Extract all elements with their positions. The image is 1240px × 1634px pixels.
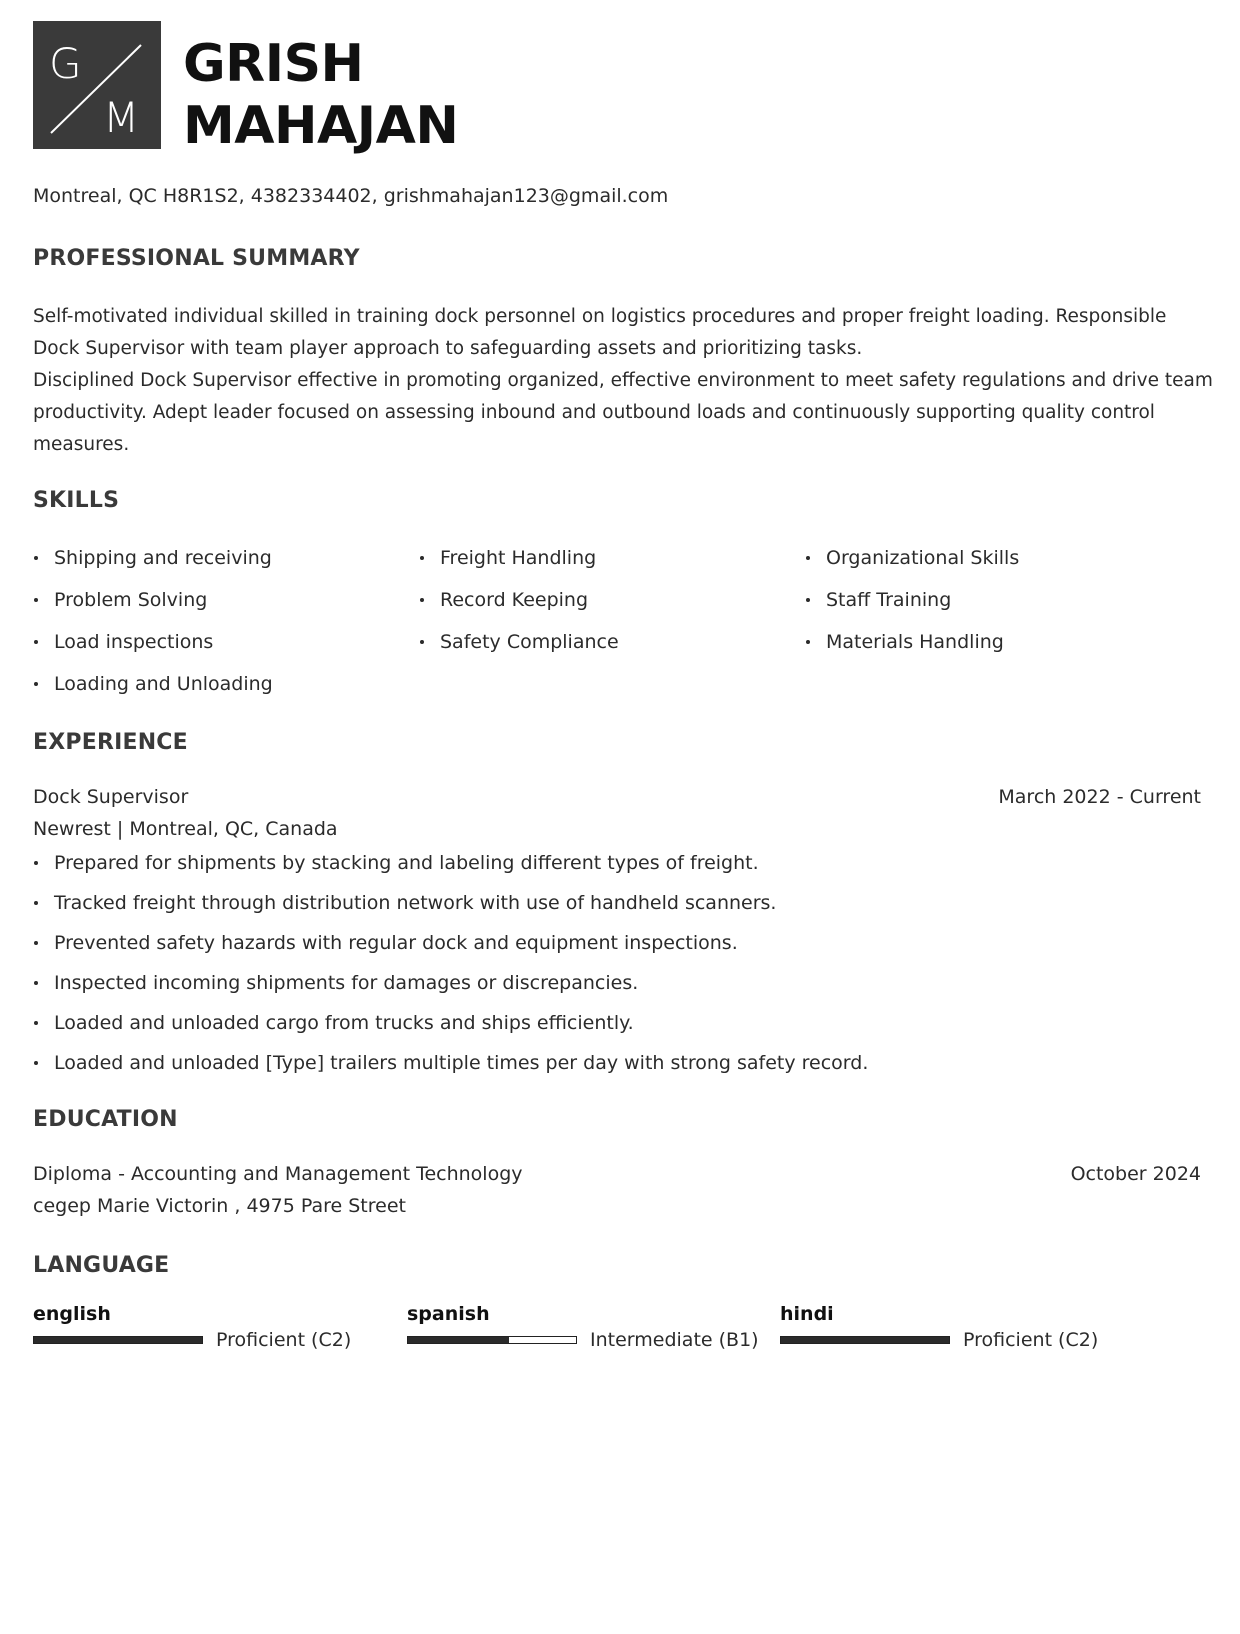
job-bullets xyxy=(33,849,1213,1089)
job-header xyxy=(33,786,1201,808)
education-date: October 2024 xyxy=(1070,1163,1201,1185)
contact-info: Montreal, QC H8R1S2, 4382334402, grishmahajan123@gmail.com xyxy=(33,185,669,207)
skill-item: Freight Handling xyxy=(419,544,805,572)
skill-item: Organizational Skills xyxy=(805,544,1191,572)
school: cegep Marie Victorin , 4975 Pare Street xyxy=(33,1195,406,1217)
skill-item: Materials Handling xyxy=(805,628,1191,656)
last-name: MAHAJAN xyxy=(183,96,459,156)
job-bullet: Tracked freight through distribution network with use of handheld scanners. xyxy=(33,889,1213,929)
skills-heading: SKILLS xyxy=(33,488,120,513)
summary-paragraph: Self-motivated individual skilled in training dock personnel on logistics procedures and proper freight loading. Responsible Dock Supervisor with team player approach to safeguarding assets and prioritizing tasks. xyxy=(33,306,1167,359)
education-header xyxy=(33,1163,1201,1185)
language-level: Proficient (C2) xyxy=(963,1329,1099,1351)
language-name: hindi xyxy=(780,1303,834,1325)
job-title: Dock Supervisor xyxy=(33,786,189,808)
summary-heading: PROFESSIONAL SUMMARY xyxy=(33,246,360,271)
summary-text xyxy=(33,301,1213,461)
education-heading: EDUCATION xyxy=(33,1107,178,1132)
skills-list xyxy=(33,544,1213,698)
degree: Diploma - Accounting and Management Technology xyxy=(33,1163,523,1185)
proficiency-fill xyxy=(781,1337,949,1343)
proficiency-fill xyxy=(408,1337,509,1343)
job-bullet: Loaded and unloaded cargo from trucks and ships efficiently. xyxy=(33,1009,1213,1049)
proficiency-bar xyxy=(780,1336,950,1344)
language-heading: LANGUAGE xyxy=(33,1253,170,1278)
monogram-first-initial: G xyxy=(49,39,82,88)
skill-item: Problem Solving xyxy=(33,586,419,614)
job-bullet: Inspected incoming shipments for damages or discrepancies. xyxy=(33,969,1213,1009)
monogram-logo xyxy=(33,21,161,149)
summary-paragraph: Disciplined Dock Supervisor effective in promoting organized, effective environment to meet safety regulations and drive team productivity. Adept leader focused on assessing inbound and outbound loads and continuously supporting quality control measures. xyxy=(33,370,1213,455)
language-spanish xyxy=(407,1301,767,1351)
job-bullet: Loaded and unloaded [Type] trailers multiple times per day with strong safety record. xyxy=(33,1049,1213,1089)
skill-item: Loading and Unloading xyxy=(33,670,419,698)
proficiency-fill xyxy=(34,1337,202,1343)
job-bullet: Prepared for shipments by stacking and labeling different types of freight. xyxy=(33,849,1213,889)
job-company: Newrest | Montreal, QC, Canada xyxy=(33,818,338,840)
monogram-last-initial: M xyxy=(103,93,140,142)
language-level: Proficient (C2) xyxy=(216,1329,352,1351)
skill-item: Shipping and receiving xyxy=(33,544,419,572)
job-bullet: Prevented safety hazards with regular dock and equipment inspections. xyxy=(33,929,1213,969)
skill-item: Staff Training xyxy=(805,586,1191,614)
language-hindi xyxy=(780,1301,1140,1351)
proficiency-bar xyxy=(407,1336,577,1344)
skill-item: Record Keeping xyxy=(419,586,805,614)
experience-heading: EXPERIENCE xyxy=(33,730,188,755)
skill-item: Safety Compliance xyxy=(419,628,805,656)
language-level: Intermediate (B1) xyxy=(590,1329,759,1351)
skill-item: Load inspections xyxy=(33,628,419,656)
first-name: GRISH xyxy=(183,34,364,94)
language-name: spanish xyxy=(407,1303,490,1325)
job-dates: March 2022 - Current xyxy=(998,786,1201,808)
language-english xyxy=(33,1301,393,1351)
proficiency-bar xyxy=(33,1336,203,1344)
candidate-name xyxy=(183,33,458,157)
language-name: english xyxy=(33,1303,111,1325)
